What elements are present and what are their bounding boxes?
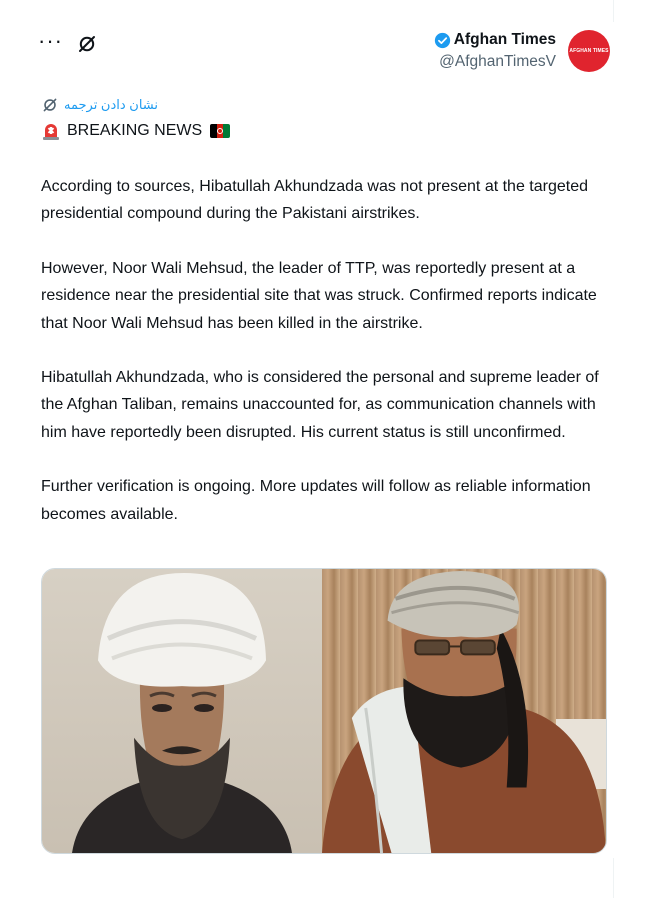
translate-label[interactable]: نشان دادن ترجمه — [64, 97, 158, 112]
divider-line — [613, 0, 614, 22]
avatar[interactable] — [568, 30, 610, 72]
post-paragraph: Hibatullah Akhundzada, who is considered the personal and supreme leader of the Afghan Taliban, remains unaccounted for, as communication channels with him have reportedly been disrupted. His current status is still unconfirmed. — [41, 369, 599, 441]
post-paragraph: However, Noor Wali Mehsud, the leader of TTP, was reportedly present at a residence near the presidential site that was struck. Confirmed reports indicate that Noor Wali Mehsud has been killed in the airstrike. — [41, 259, 597, 332]
grok-icon — [42, 97, 58, 113]
afghanistan-flag-icon — [210, 124, 230, 138]
post-headline — [41, 121, 230, 141]
divider-line — [613, 858, 614, 898]
post-paragraph: Further verification is ongoing. More updates will follow as reliable information becomes available. — [41, 478, 591, 523]
headline-text: BREAKING NEWS — [67, 122, 203, 139]
avatar-logo-text: AFGHAN TIMES — [569, 48, 609, 54]
more-horizontal-icon[interactable]: ··· — [38, 28, 63, 53]
post-paragraph: According to sources, Hibatullah Akhundzada was not present at the targeted presidential compound during the Pakistani airstrikes. — [41, 178, 589, 223]
post-actions — [38, 28, 97, 56]
siren-icon — [41, 121, 61, 141]
author-handle[interactable]: @AfghanTimesV — [439, 53, 556, 70]
author-display-name[interactable]: Afghan Times — [453, 31, 556, 48]
post-body — [41, 173, 613, 555]
grok-icon[interactable] — [77, 34, 97, 54]
photo-right[interactable] — [322, 569, 606, 853]
translate-post-link[interactable] — [42, 97, 158, 113]
photo-left[interactable] — [42, 569, 322, 853]
portrait-turban-grey-illustration — [322, 569, 606, 853]
verified-badge-icon — [434, 32, 451, 49]
post-media[interactable] — [41, 568, 607, 854]
portrait-turban-white-illustration — [42, 569, 322, 853]
author-block[interactable] — [434, 30, 610, 72]
post-header — [38, 30, 610, 80]
